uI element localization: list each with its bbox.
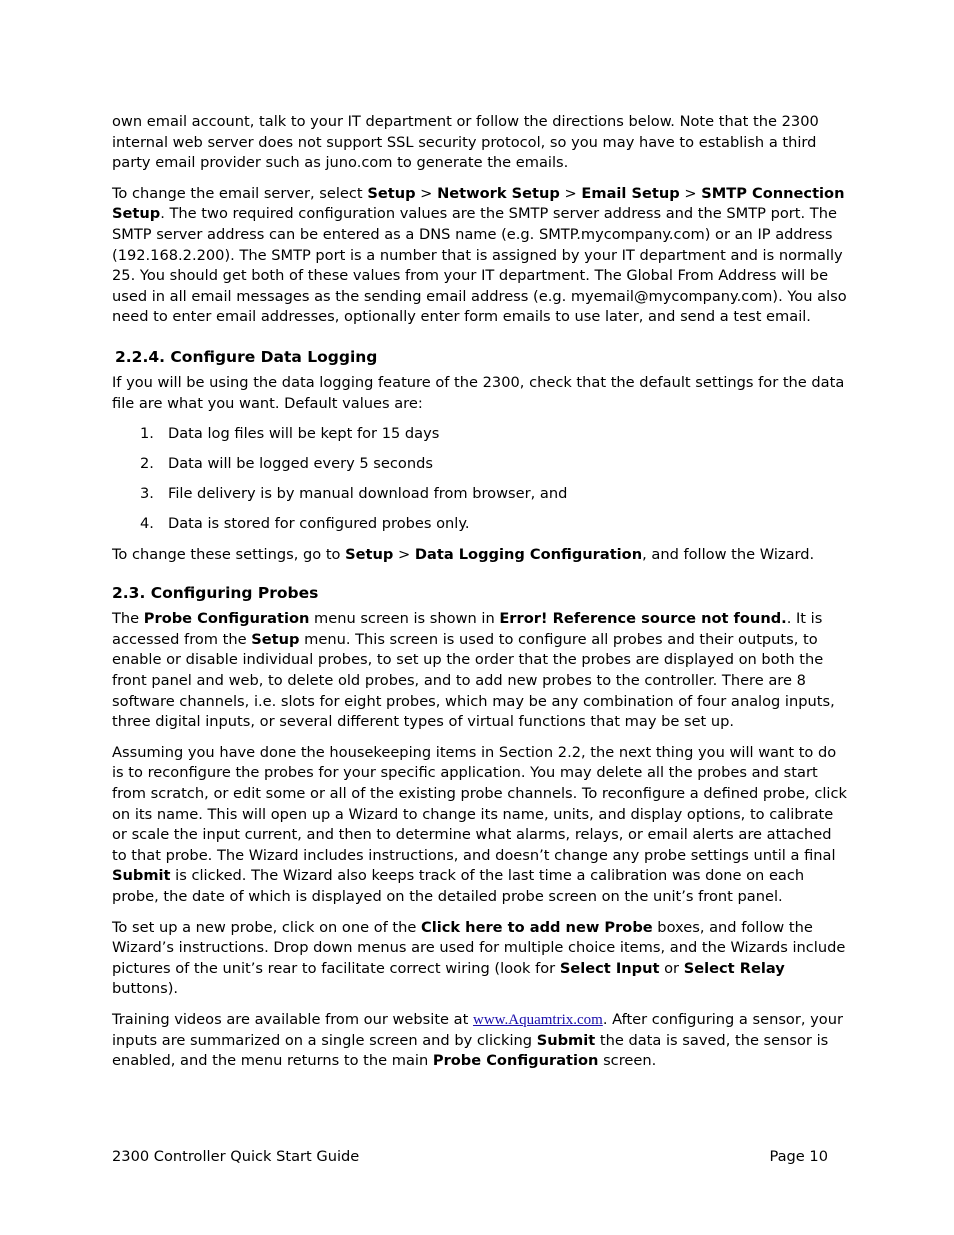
- submit-label: Submit: [112, 867, 171, 885]
- list-text: File delivery is by manual download from browser, and: [168, 485, 568, 503]
- page-body: [112, 112, 847, 1082]
- add-new-probe-label: Click here to add new Probe: [421, 918, 653, 936]
- paragraph-email-intro: own email account, talk to your IT department or follow the directions below. Note that the 2300 internal web server does not support SSL security protocol, so you may have to establish a third party email provider such as juno.com to generate the emails.: [112, 113, 819, 172]
- list-number: 1.: [140, 425, 154, 443]
- submit-label: Submit: [536, 1031, 596, 1049]
- text-span: >: [393, 545, 415, 563]
- page-footer: [112, 1147, 828, 1167]
- text-span: Assuming you have done the housekeeping items in Section 2.2, the next thing you will want to do is to reconfigure the probes for your specific application. You may delete all the probes and start from scratch, or edit some or all of the existing probe channels. To reconfigure a defined probe, click on its name. This will open up a Wizard to change its name, units, and display options, to calibrate or scale the input current, and then to determine what alarms, relays, or email alerts are attached to that probe. The Wizard includes instructions, and doesn’t change any probe settings until a final: [112, 743, 847, 864]
- footer-page-number: Page 10: [769, 1148, 828, 1165]
- list-number: 2.: [140, 455, 154, 473]
- text-span: >: [679, 184, 702, 202]
- list-item: [112, 454, 847, 475]
- text-span: . It is accessed from the: [112, 610, 823, 648]
- text-span: screen.: [598, 1052, 657, 1070]
- menu-setup: Setup: [251, 630, 300, 648]
- paragraph-reconfigure-probes: [112, 743, 847, 908]
- list-text: Data will be logged every 5 seconds: [168, 455, 433, 473]
- select-relay-label: Select Relay: [683, 959, 785, 977]
- paragraph-training-videos: [112, 1010, 847, 1072]
- paragraph-email-server: [112, 184, 847, 328]
- text-span: To set up a new probe, click on one of the: [112, 918, 422, 936]
- text-span: is clicked. The Wizard also keeps track of the last time a calibration was done on each probe, the date of which is displayed on the detailed probe screen on the unit’s front panel.: [112, 867, 805, 905]
- text-span: To change these settings, go to: [112, 545, 346, 563]
- menu-setup: Setup: [345, 545, 394, 563]
- text-span: buttons).: [112, 980, 179, 998]
- menu-probe-configuration: Probe Configuration: [432, 1052, 599, 1070]
- menu-probe-configuration: Probe Configuration: [143, 610, 310, 628]
- menu-setup: Setup: [367, 184, 416, 202]
- footer-document-title: 2300 Controller Quick Start Guide: [112, 1148, 360, 1165]
- text-span: menu screen is shown in: [309, 610, 500, 628]
- list-number: 3.: [140, 485, 154, 503]
- text-span: , and follow the Wizard.: [642, 545, 815, 563]
- text-span: the data is saved, the sensor is enabled, and the menu returns to the main: [112, 1031, 829, 1070]
- text-span: The: [112, 610, 144, 628]
- paragraph-probe-configuration: [112, 609, 847, 733]
- list-text: Data is stored for configured probes only.: [168, 515, 470, 533]
- website-link[interactable]: www.Aquamtrix.com: [472, 1011, 603, 1028]
- text-span: >: [559, 184, 582, 202]
- paragraph-new-probe: [112, 918, 847, 1000]
- text-span: . The two required configuration values are the SMTP server address and the SMTP port. The SMTP server address can be entered as a DNS name (e.g. SMTP.mycompany.com) or an IP address (192.168.2.200). The SMTP port is a number that is assigned by your IT department and is normally 25. You should get both of these values from your IT department. The Global From Address will be used in all email messages as the sending email address (e.g. myemail@mycompany.com). You also need to enter email addresses, optionally enter form emails to use later, and send a test email.: [112, 205, 847, 326]
- text-span: boxes, and follow the Wizard’s instructions. Drop down menus are used for multiple choice items, and the Wizards include pictures of the unit’s rear to facilitate correct wiring (look for: [112, 918, 846, 977]
- paragraph-data-logging: If you will be using the data logging feature of the 2300, check that the default settings for the data file are what you want. Default values are:: [112, 373, 845, 412]
- list-item: [112, 424, 847, 445]
- text-span: Training videos are available from our website at: [112, 1010, 473, 1028]
- list-number: 4.: [140, 515, 154, 533]
- text-span: >: [415, 184, 438, 202]
- list-item: [112, 484, 847, 505]
- error-reference: Error! Reference source not found.: [499, 610, 787, 628]
- select-input-label: Select Input: [559, 959, 660, 977]
- menu-network-setup: Network Setup: [437, 184, 560, 202]
- list-item: [112, 514, 847, 535]
- paragraph-change-settings: [112, 545, 847, 566]
- text-span: or: [659, 959, 684, 977]
- default-values-list: [112, 424, 847, 535]
- heading-configuring-probes: 2.3. Configuring Probes: [112, 584, 319, 603]
- menu-email-setup: Email Setup: [581, 184, 680, 202]
- menu-smtp-connection-setup: SMTP Connection Setup: [112, 184, 845, 223]
- menu-data-logging-configuration: Data Logging Configuration: [414, 545, 643, 563]
- text-span: menu. This screen is used to configure all probes and their outputs, to enable or disable individual probes, to set up the order that the probes are displayed on both the front panel and web, to delete old probes, and to add new probes to the controller. There are 8 software channels, i.e. slots for eight probes, which may be any combination of four analog inputs, three digital inputs, or several different types of virtual functions that may be set up.: [112, 630, 835, 731]
- text-span: . After configuring a sensor, your inputs are summarized on a single screen and by clicking: [112, 1010, 843, 1049]
- text-span: To change the email server, select: [112, 184, 368, 202]
- heading-configure-data-logging: 2.2.4. Configure Data Logging: [115, 347, 378, 366]
- list-text: Data log files will be kept for 15 days: [168, 425, 440, 443]
